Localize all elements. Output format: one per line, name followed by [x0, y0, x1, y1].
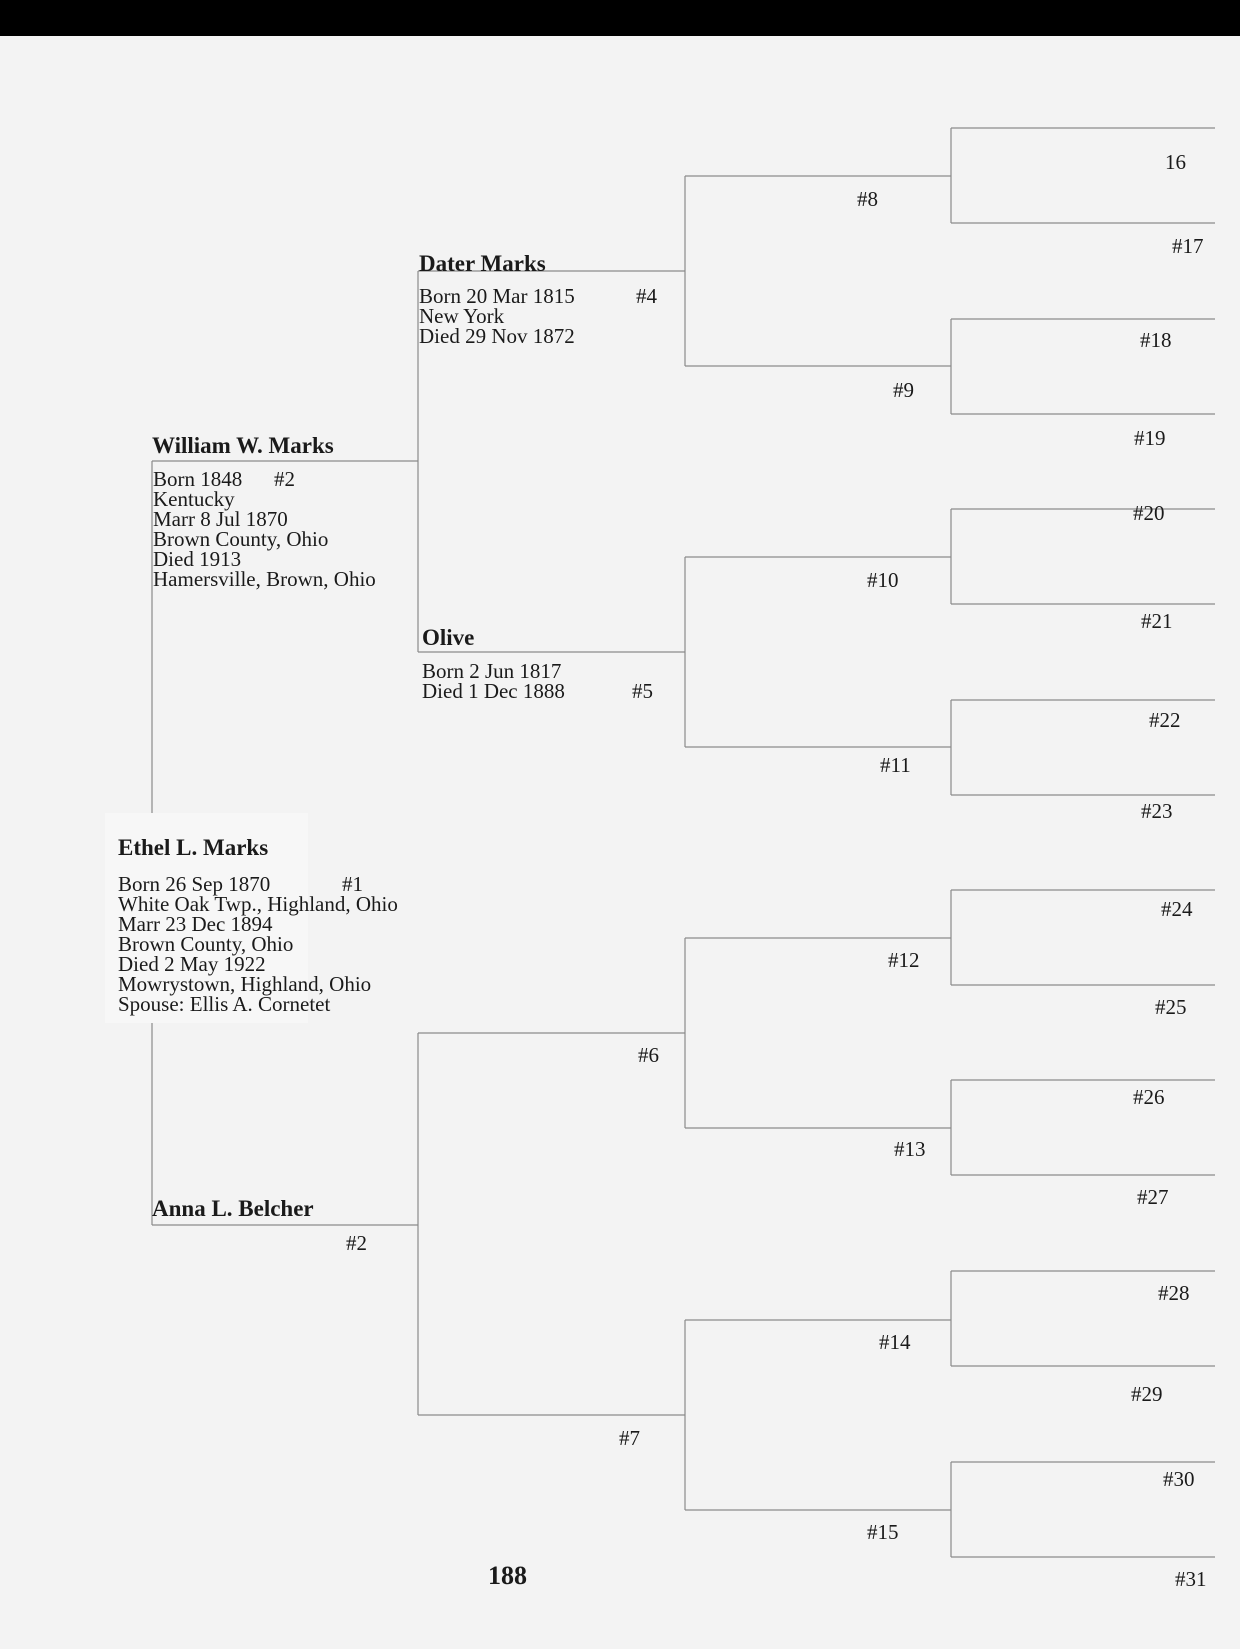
ancestor-number-18: #18: [1140, 328, 1172, 352]
person-2-line: Kentucky: [153, 487, 235, 511]
person-1-born: Born 26 Sep 1870: [118, 872, 271, 896]
person-1-line: Brown County, Ohio: [118, 932, 294, 956]
ancestor-number-24: #24: [1161, 897, 1193, 921]
person-4-line: Born 20 Mar 1815: [419, 284, 575, 308]
person-2-line: Died 1913: [153, 547, 242, 571]
person-4-number: #4: [636, 284, 657, 308]
ancestor-number-19: #19: [1134, 426, 1166, 450]
person-1-line: Marr 23 Dec 1894: [118, 912, 273, 936]
person-5-number: #5: [632, 679, 653, 703]
person-4-line: New York: [419, 304, 505, 328]
person-3-name: Anna L. Belcher: [152, 1196, 314, 1221]
ancestor-number-28: #28: [1158, 1281, 1190, 1305]
ancestor-number-26: #26: [1133, 1085, 1165, 1109]
ancestor-number-13: #13: [894, 1137, 926, 1161]
ancestor-number-17: #17: [1172, 234, 1204, 258]
ancestor-number-23: #23: [1141, 799, 1173, 823]
person-2-born: Born 1848: [153, 467, 243, 491]
person-1-line: White Oak Twp., Highland, Ohio: [118, 892, 398, 916]
ancestor-number-15: #15: [867, 1520, 899, 1544]
ancestor-number-14: #14: [879, 1330, 911, 1354]
ancestor-number-12: #12: [888, 948, 920, 972]
ancestor-number-22: #22: [1149, 708, 1181, 732]
ancestor-number-20: #20: [1133, 501, 1165, 525]
person-2-name: William W. Marks: [152, 433, 334, 458]
person-1-line: Spouse: Ellis A. Cornetet: [118, 992, 331, 1016]
person-5-name: Olive: [422, 625, 475, 650]
ancestor-number-10: #10: [867, 568, 899, 592]
person-1-number: #1: [342, 872, 363, 896]
ancestor-number-31: #31: [1175, 1567, 1207, 1591]
person-4-line: Died 29 Nov 1872: [419, 324, 575, 348]
ancestor-number-29: #29: [1131, 1382, 1163, 1406]
person-5-line: Born 2 Jun 1817: [422, 659, 562, 683]
person-2-line: Brown County, Ohio: [153, 527, 329, 551]
ancestor-number-16: 16: [1165, 150, 1186, 174]
ancestor-number-25: #25: [1155, 995, 1187, 1019]
person-5-line: Died 1 Dec 1888: [422, 679, 565, 703]
page-number: 188: [488, 1561, 527, 1590]
person-1-line: Died 2 May 1922: [118, 952, 266, 976]
ancestor-number-9: #9: [893, 378, 914, 402]
person-2-number: #2: [274, 467, 295, 491]
person-2-line: Hamersville, Brown, Ohio: [153, 567, 376, 591]
ancestor-number-21: #21: [1141, 609, 1173, 633]
ancestor-number-30: #30: [1163, 1467, 1195, 1491]
ancestor-number-7: #7: [619, 1426, 640, 1450]
person-1-line: Mowrystown, Highland, Ohio: [118, 972, 372, 996]
ancestor-number-11: #11: [880, 753, 911, 777]
ancestor-number-27: #27: [1137, 1185, 1169, 1209]
person-2-line: Marr 8 Jul 1870: [153, 507, 288, 531]
person-1-name: Ethel L. Marks: [118, 835, 269, 860]
ancestor-number-6: #6: [638, 1043, 659, 1067]
person-3-number: #2: [346, 1231, 367, 1255]
ancestor-number-8: #8: [857, 187, 878, 211]
person-4-name: Dater Marks: [419, 251, 546, 276]
